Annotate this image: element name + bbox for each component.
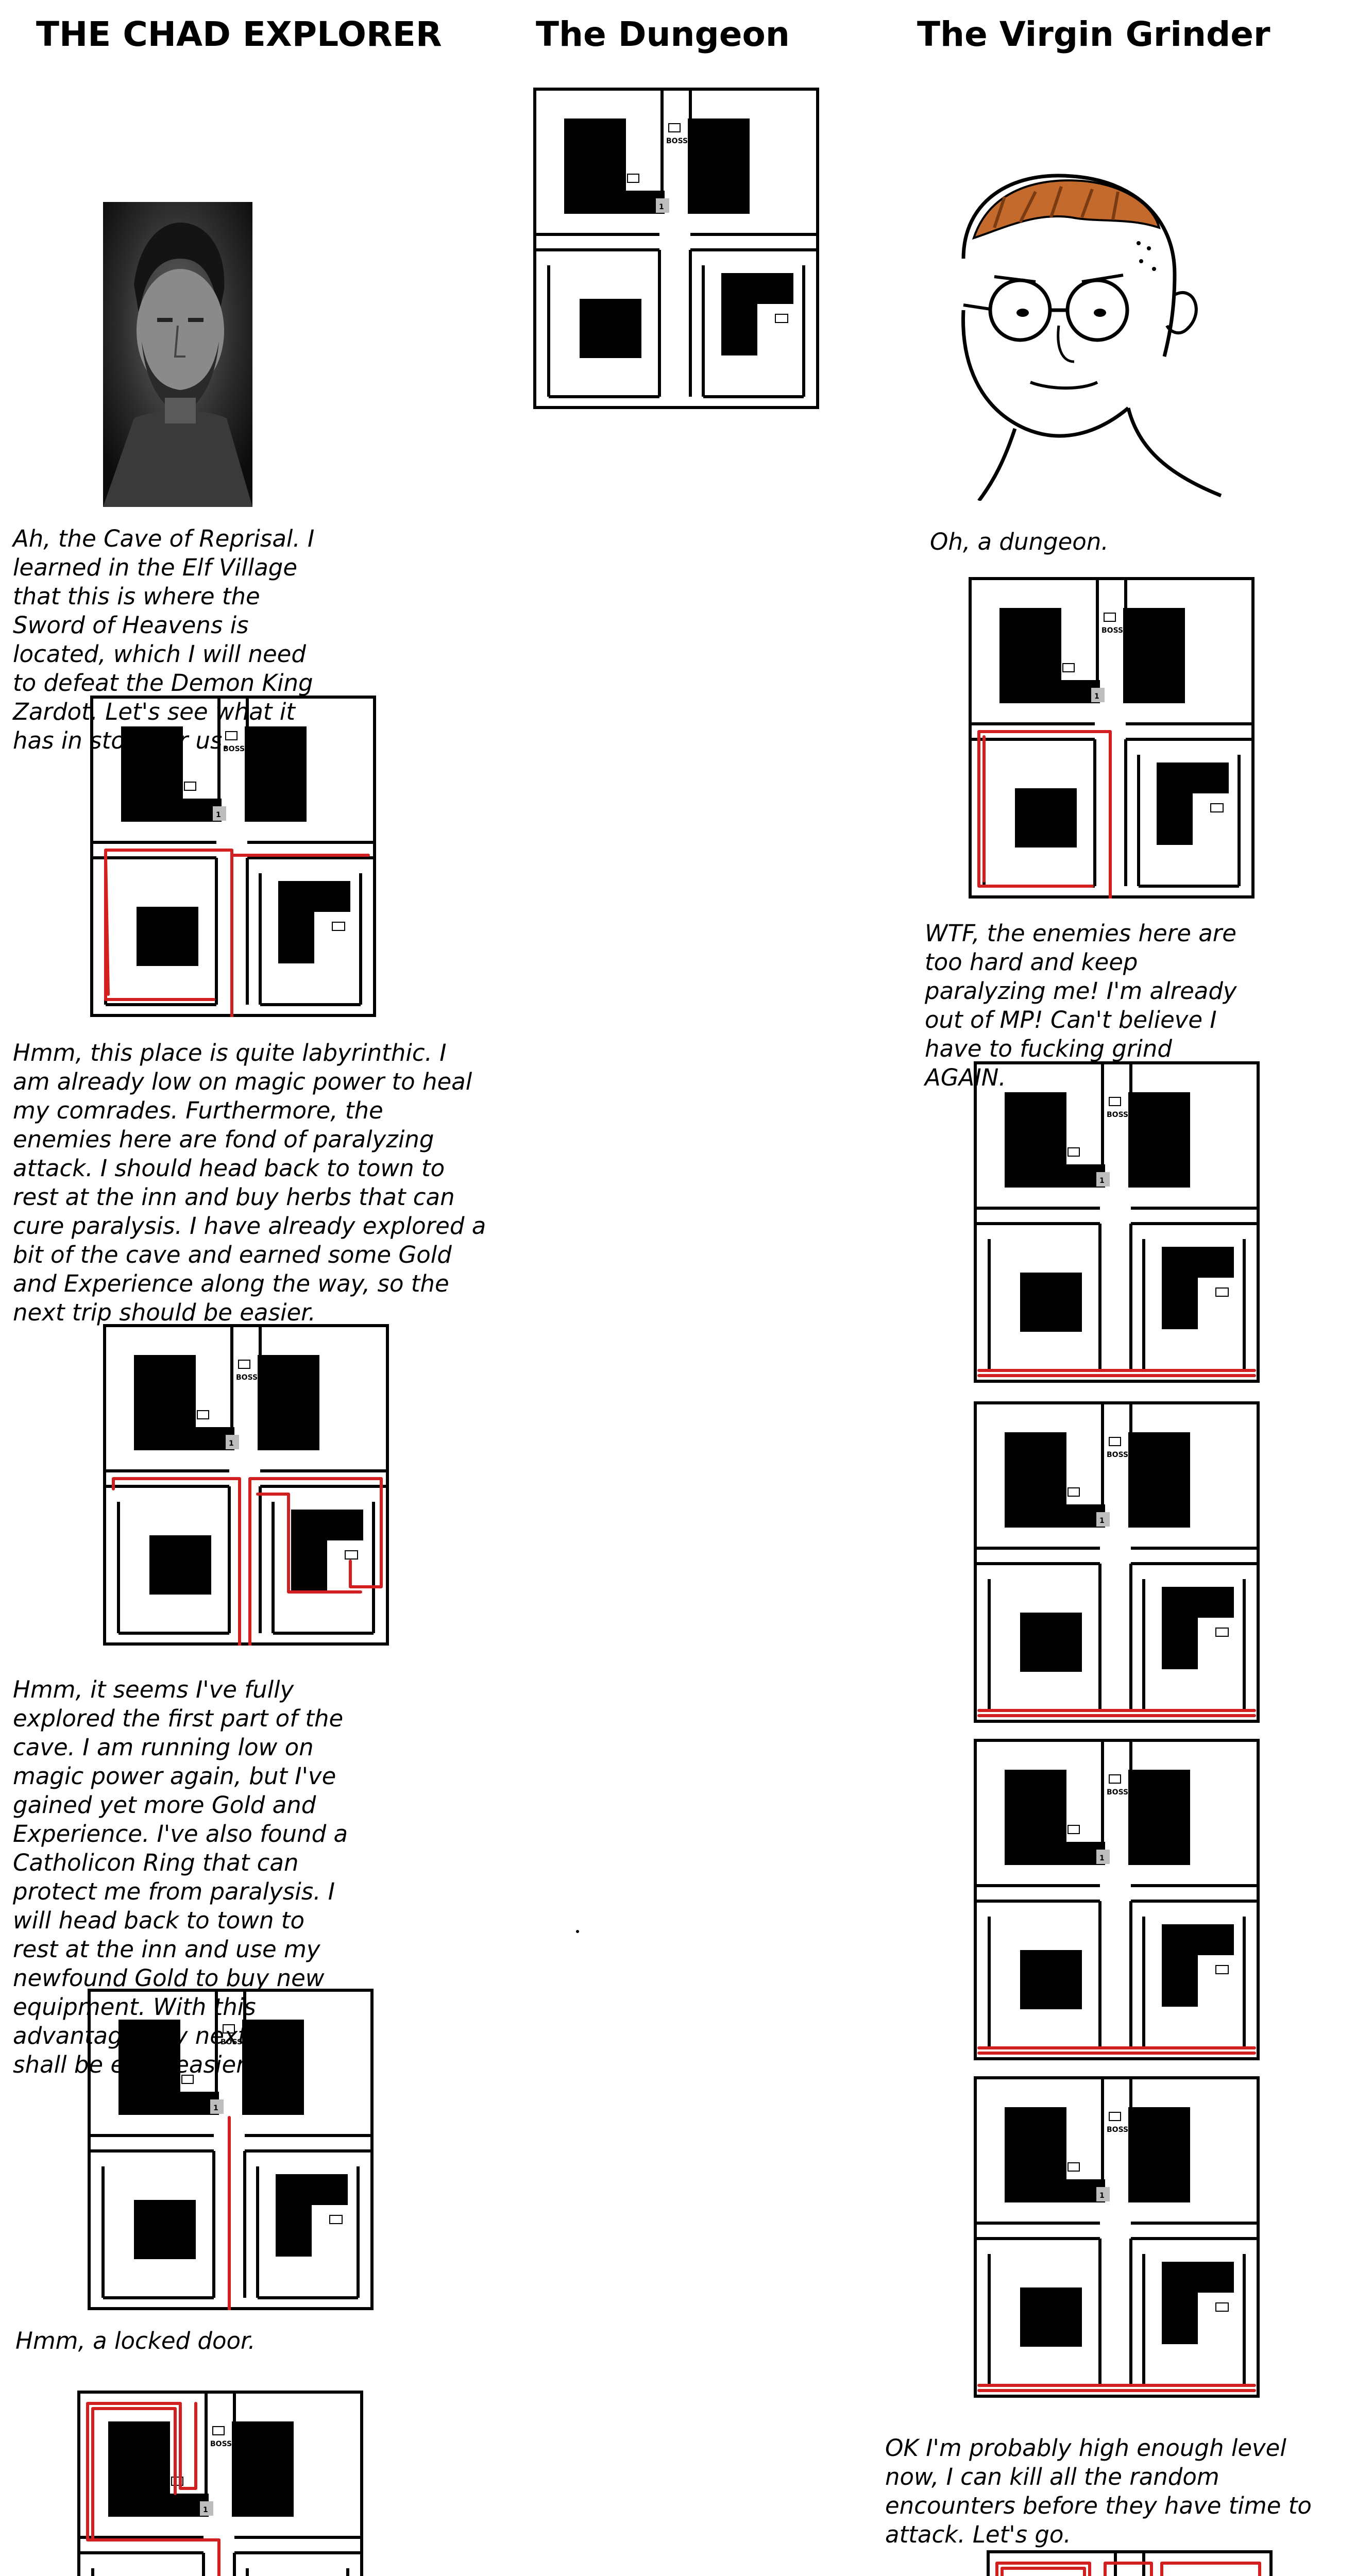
virgin-caption-2: WTF, the enemies here are too hard and keep paralyzing me! I'm already out of MP! Can't believe I have to fucking grind AGAIN.	[925, 920, 1237, 1091]
virgin-map-6	[987, 2550, 1273, 2576]
virgin-caption-1: Oh, a dungeon.	[930, 528, 1109, 555]
virgin-wojak-face	[933, 140, 1236, 501]
chad-caption-1: Ah, the Cave of Reprisal. I learned in the Elf Village that this is where the Sword of Heavens is located, which I will need to defeat the Demon King Zardot. Let's see what it has in store for us.	[13, 525, 315, 754]
chad-map-4	[77, 2391, 363, 2576]
chad-caption-4: Hmm, a locked door.	[15, 2327, 256, 2354]
dungeon-header: The Dungeon	[536, 14, 790, 54]
virgin-map-2	[974, 1061, 1260, 1383]
virgin-map-4	[974, 1739, 1260, 2060]
virgin-map-1	[969, 577, 1255, 899]
chad-caption-3: Hmm, it seems I've fully explored the first part of the cave. I am running low on magic power again, but I've gained yet more Gold and Experience. I've also found a Catholicon Ring that can protect me from paralysis. I will head back to town to rest at the inn and use my newfound Gold to buy new equipment. With this advantage, my next trip shall be even easier.	[13, 1676, 348, 2078]
stray-mark	[576, 1930, 579, 1933]
virgin-map-3	[974, 1401, 1260, 1723]
chad-header: THE CHAD EXPLORER	[36, 14, 442, 54]
chad-portrait	[103, 202, 252, 507]
chad-caption-2: Hmm, this place is quite labyrinthic. I am already low on magic power to heal my comrades. Furthermore, the enemies here are fond of paralyzing attack. I should head back to town to rest at the inn and buy herbs that can cure paralysis. I have already explored a bit of the cave and earned some Gold and Experience along the way, so the next trip should be easier.	[13, 1039, 486, 1326]
virgin-caption-3: OK I'm probably high enough level now, I can kill all the random encounters before they have time to attack. Let's go.	[885, 2434, 1312, 2548]
virgin-header: The Virgin Grinder	[917, 14, 1270, 54]
virgin-map-5	[974, 2076, 1260, 2398]
chad-map-2	[103, 1324, 389, 1646]
dungeon-map-reference	[533, 88, 819, 409]
